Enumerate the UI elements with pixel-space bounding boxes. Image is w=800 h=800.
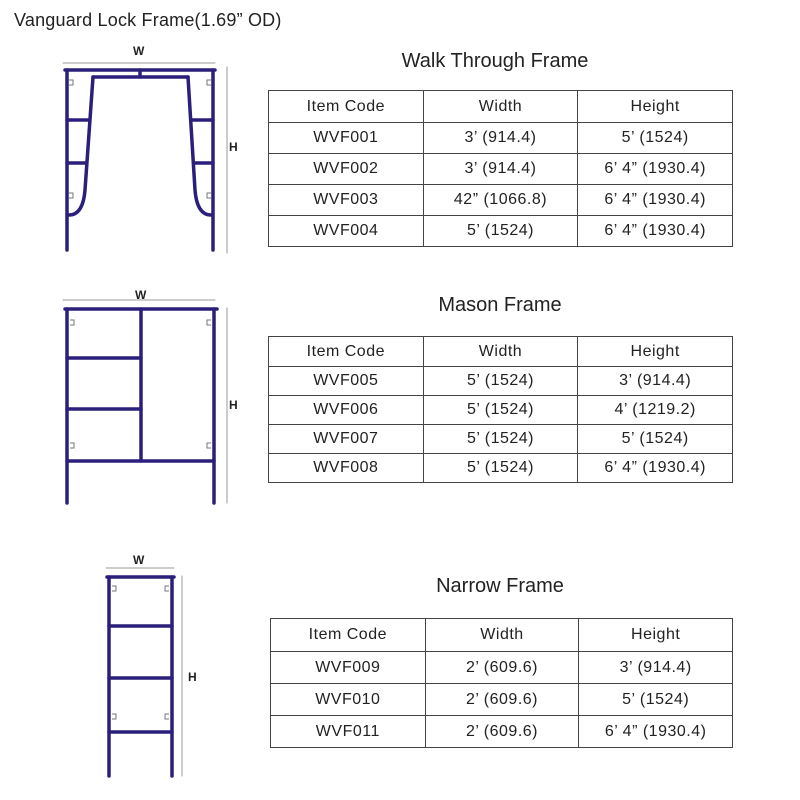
header-height: Height bbox=[578, 91, 733, 123]
table-header-row bbox=[269, 91, 733, 123]
height-cell: 6’ 4” (1930.4) bbox=[579, 716, 733, 748]
height-label: H bbox=[229, 140, 238, 154]
header-height: Height bbox=[578, 337, 733, 367]
height-cell: 4’ (1219.2) bbox=[578, 396, 733, 425]
width-cell: 5’ (1524) bbox=[423, 367, 578, 396]
mason-spec-table bbox=[268, 336, 733, 483]
width-cell: 5’ (1524) bbox=[423, 396, 578, 425]
table-row bbox=[271, 684, 733, 716]
header-width: Width bbox=[425, 619, 579, 652]
height-cell: 5’ (1524) bbox=[578, 425, 733, 454]
table-row bbox=[269, 216, 733, 247]
walk-through-frame-drawing bbox=[55, 55, 235, 260]
table-row bbox=[269, 154, 733, 185]
header-height: Height bbox=[579, 619, 733, 652]
item-code-cell: WVF006 bbox=[269, 396, 424, 425]
section-title: Mason Frame bbox=[438, 294, 562, 316]
mason-frame-drawing bbox=[55, 298, 235, 508]
height-cell: 3’ (914.4) bbox=[578, 367, 733, 396]
height-cell: 5’ (1524) bbox=[579, 684, 733, 716]
table-row bbox=[271, 652, 733, 684]
table-row bbox=[269, 185, 733, 216]
table-row bbox=[269, 396, 733, 425]
width-cell: 5’ (1524) bbox=[423, 425, 578, 454]
header-width: Width bbox=[423, 337, 578, 367]
height-cell: 3’ (914.4) bbox=[579, 652, 733, 684]
width-cell: 2’ (609.6) bbox=[425, 716, 579, 748]
item-code-cell: WVF001 bbox=[269, 123, 424, 154]
width-cell: 3’ (914.4) bbox=[423, 123, 578, 154]
width-label: W bbox=[133, 553, 145, 567]
width-cell: 2’ (609.6) bbox=[425, 652, 579, 684]
header-width: Width bbox=[423, 91, 578, 123]
width-label: W bbox=[133, 44, 145, 58]
height-label: H bbox=[188, 670, 197, 684]
item-code-cell: WVF004 bbox=[269, 216, 424, 247]
item-code-cell: WVF011 bbox=[271, 716, 426, 748]
item-code-cell: WVF007 bbox=[269, 425, 424, 454]
page-title: Vanguard Lock Frame(1.69” OD) bbox=[14, 10, 282, 30]
width-cell: 5’ (1524) bbox=[423, 454, 578, 483]
width-cell: 3’ (914.4) bbox=[423, 154, 578, 185]
width-cell: 5’ (1524) bbox=[423, 216, 578, 247]
height-cell: 6’ 4” (1930.4) bbox=[578, 154, 733, 185]
table-row bbox=[269, 425, 733, 454]
height-cell: 6’ 4” (1930.4) bbox=[578, 454, 733, 483]
table-header-row bbox=[269, 337, 733, 367]
table-row bbox=[271, 716, 733, 748]
width-label: W bbox=[135, 288, 147, 302]
width-cell: 2’ (609.6) bbox=[425, 684, 579, 716]
height-cell: 5’ (1524) bbox=[578, 123, 733, 154]
header-item-code: Item Code bbox=[271, 619, 426, 652]
section-title: Narrow Frame bbox=[436, 575, 564, 597]
item-code-cell: WVF008 bbox=[269, 454, 424, 483]
item-code-cell: WVF010 bbox=[271, 684, 426, 716]
height-label: H bbox=[229, 398, 238, 412]
table-row bbox=[269, 367, 733, 396]
width-cell: 42” (1066.8) bbox=[423, 185, 578, 216]
item-code-cell: WVF003 bbox=[269, 185, 424, 216]
height-cell: 6’ 4” (1930.4) bbox=[578, 216, 733, 247]
item-code-cell: WVF009 bbox=[271, 652, 426, 684]
table-header-row bbox=[271, 619, 733, 652]
walk-through-spec-table bbox=[268, 90, 733, 247]
table-row bbox=[269, 123, 733, 154]
table-row bbox=[269, 454, 733, 483]
header-item-code: Item Code bbox=[269, 337, 424, 367]
item-code-cell: WVF005 bbox=[269, 367, 424, 396]
item-code-cell: WVF002 bbox=[269, 154, 424, 185]
narrow-frame-drawing bbox=[100, 566, 190, 781]
height-cell: 6’ 4” (1930.4) bbox=[578, 185, 733, 216]
header-item-code: Item Code bbox=[269, 91, 424, 123]
section-title: Walk Through Frame bbox=[401, 50, 589, 72]
narrow-spec-table bbox=[270, 618, 733, 748]
